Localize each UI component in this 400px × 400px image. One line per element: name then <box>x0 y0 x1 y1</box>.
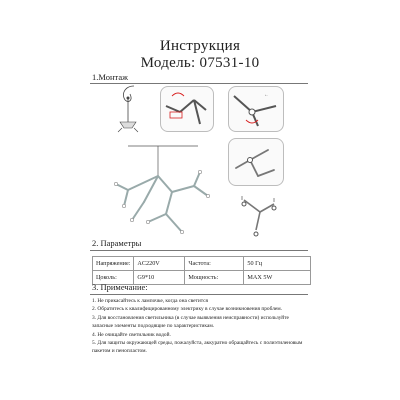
svg-text:←: ← <box>264 92 269 98</box>
section-params-heading: 2. Параметры <box>92 238 142 248</box>
param-label: Частота: <box>185 257 244 271</box>
mount-step-1-illustration <box>98 84 146 134</box>
parameters-table <box>92 256 311 285</box>
param-label: Цоколь: <box>93 271 134 285</box>
notes-list <box>92 297 307 356</box>
section-mount-heading: 1.Монтаж <box>92 72 128 82</box>
note-item: 1. Не прикасайтесь к лампочке, когда она светится <box>92 298 209 304</box>
param-value: 50 Гц <box>244 257 311 271</box>
param-value: G9*10 <box>134 271 185 285</box>
note-item: 4. Не очищайте светильник водой. <box>92 331 171 338</box>
note-item: 3. Для восстановления светильника (в случае выявления неисправности) используйте запасные элементы подходящие по характеристикам. <box>92 314 289 330</box>
mount-step-3-illustration <box>228 86 282 130</box>
note-item: 5. Для защиты окружающей среды, пожалуйста, аккуратно обращайтесь с полиэтиленовым пакетом и пенопластом. <box>92 340 303 355</box>
mount-step-2-illustration <box>160 86 212 130</box>
param-value: AC220V <box>134 257 185 271</box>
param-label: Мощность: <box>185 271 244 285</box>
section-notes-rule <box>90 294 308 295</box>
section-params-rule <box>90 250 308 251</box>
param-value: MAX 5W <box>244 271 311 285</box>
param-label: Напряжение: <box>93 257 134 271</box>
table-row <box>93 257 311 271</box>
mount-step-4-illustration <box>228 138 282 184</box>
assembled-fixture-illustration <box>108 136 218 246</box>
note-item: 2. Обратитесь к квалифицированному электрику в случае возникновения проблем. <box>92 306 283 313</box>
mount-step-5-illustration <box>234 190 284 240</box>
document-title: Инструкция <box>159 38 241 54</box>
section-notes-heading: 3. Примечание: <box>92 282 148 292</box>
model-title: Модель: 07531-10 <box>140 55 260 71</box>
